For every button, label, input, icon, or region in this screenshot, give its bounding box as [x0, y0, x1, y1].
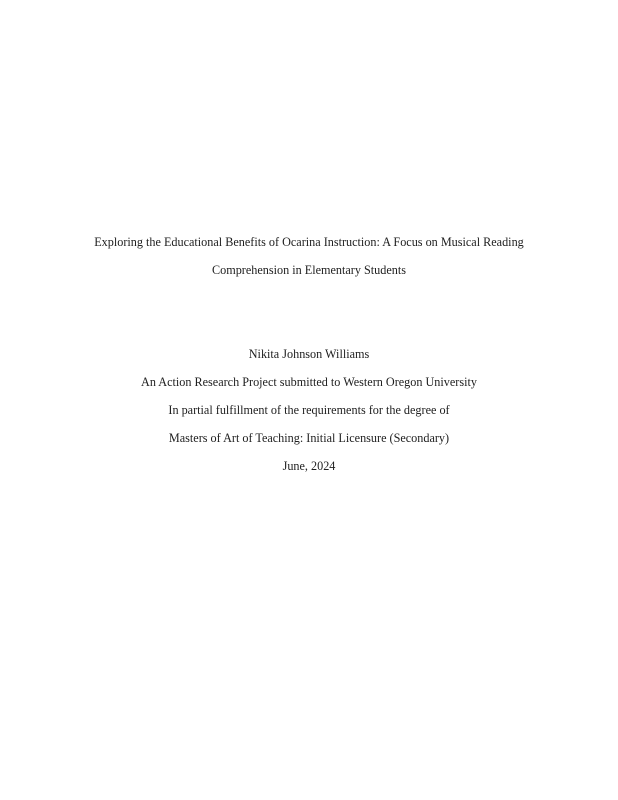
submission-date: June, 2024	[282, 459, 336, 473]
author-name: Nikita Johnson Williams	[248, 347, 370, 361]
submission-line-1: An Action Research Project submitted to Western Oregon University	[141, 375, 477, 389]
title-page-content	[0, 228, 618, 480]
title-line-2: Comprehension in Elementary Students	[212, 263, 406, 277]
title-line-1: Exploring the Educational Benefits of Ocarina Instruction: A Focus on Musical Reading	[94, 235, 524, 249]
title-byline-spacer	[0, 284, 618, 340]
submission-line-2: In partial fulfillment of the requirements for the degree of	[168, 403, 450, 417]
submission-line-3: Masters of Art of Teaching: Initial Licensure (Secondary)	[168, 431, 450, 445]
title-block	[0, 228, 618, 284]
byline-block	[0, 340, 618, 480]
